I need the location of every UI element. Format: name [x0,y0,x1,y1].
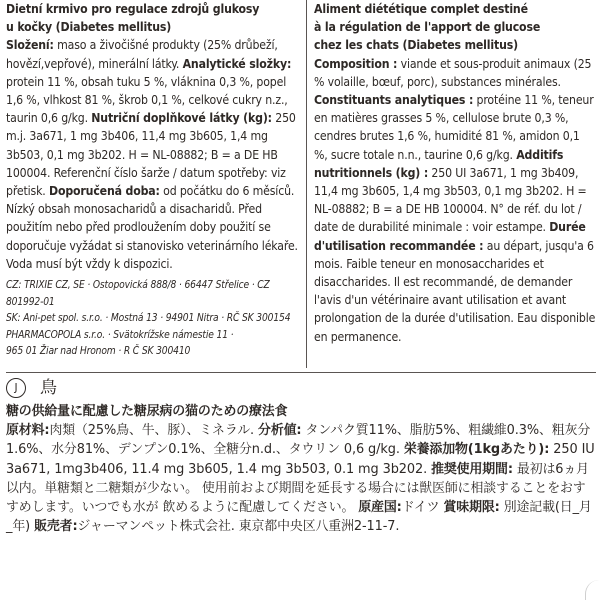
czech-title-line-1: Dietní krmivo pro regulace zdrojů glukosy [6,2,260,16]
czech-analytical-text: protein 11 %, obsah tuku 5 %, vláknina 0,3 %, popel 1,6 %, vlhkost 81 %, škrob 0,1 %, celkové cukry n.z., taurin 0,6 g/kg. [6,74,288,126]
column-divider [306,0,307,368]
japanese-analysis-label: 分析値: [258,423,302,439]
section-divider [6,372,596,373]
japanese-origin-text: ドイツ [401,500,440,516]
czech-duration-label: Doporučená doba: [48,184,160,199]
japanese-origin-label: 原産国: [358,500,402,516]
importer-list [6,278,302,361]
french-body [314,55,596,346]
japanese-additives-label: 栄養添加物(1kgあたり): [403,442,550,458]
czech-additives-label: Nutriční doplňkové látky (kg): [91,111,272,126]
french-analytical-text: protéine 11 %, teneur en matières grasses 5 %, cellulose brute 0,3 %, cendres brutes 1,6 %, humidité 81 %, amidon 0,1 %, sucre totale n.n., taurine 0,6 g/kg. [314,93,594,162]
french-text [314,0,596,346]
czech-duration-text: od počátku do 6 měsíců. Nízký obsah monosacharidů a disacharidů. Před použitím nebo před prodloužením doby použití se doporučuje vyžádat si stanovisko veterinárního lékaře. Voda musí být vždy k dispozici. [6,184,298,271]
japanese-expiry-text: 別途記載(日_月_年) [6,500,592,535]
french-composition-text: viande et sous-produit animaux (25 % volaille, bœuf, porc), substances minérales. [314,56,592,89]
japanese-expiry-label: 賞味期限: [443,500,500,516]
french-title-line-2: à la régulation de l'apport de glucose [314,20,541,35]
importer-line: PHARMACOPOLA s.r.o. · Svätokrížske námestie 11 · [6,329,234,341]
importer-line: 965 01 Žiar nad Hronom · R Č SK 300410 [6,346,191,358]
japanese-additives-text: 250 IU 3a671, 1mg3b406, 11.4 mg 3b605, 1.4 mg 3b503, 0.1 mg 3b202. [6,442,595,477]
package-edge [585,580,600,600]
japanese-heading-row [6,376,596,400]
japanese-heading: 鳥 [40,378,57,398]
french-additives-label: Additifs nutritionnels (kg) : [314,147,564,180]
czech-title [6,0,302,36]
french-duration-label: Durée d'utilisation recommandée : [314,220,586,253]
french-composition-label: Composition : [314,56,398,71]
czech-composition-label: Složení: [6,38,54,53]
czech-title-line-2: u kočky (Diabetes mellitus) [6,20,172,35]
japanese-section [6,376,596,536]
importer-line: SK: Ani-pet spol. s.r.o. · Mostná 13 · 94901 Nitra · RČ SK 300154 [6,313,291,325]
french-section [314,0,596,346]
czech-body [6,36,302,273]
japanese-period-label: 推奨使用期間: [431,461,513,477]
czech-section [6,0,302,361]
czech-analytical-label: Analytické složky: [182,56,292,71]
japanese-raw-text: 肉類（25%鳥、牛、豚）、ミネラル. [49,423,255,439]
french-analytical-label: Constituants analytiques : [314,93,474,108]
language-badge: J [6,378,26,398]
japanese-raw-label: 原材料: [6,423,50,439]
japanese-period-text: 最初は6ヵ月以内。単糖類と二糖類が少ない。 使用前および期間を延長する場合には獣医師に相談することをおすすめします。いつでも水が 飲めるように配慮してください。 [6,461,589,516]
czech-text [6,0,302,361]
french-title [314,0,596,55]
czech-additives-text: 250 m.j. 3a671, 1 mg 3b406, 11,4 mg 3b605, 1,4 mg 3b503, 0,1 mg 3b202. H = NL-08882; B = a DE HB 100004. Referenční číslo šarže / datum spotřeby: viz přetisk. [6,111,296,199]
french-title-line-3: chez les chats (Diabetes mellitus) [314,38,518,53]
french-additives-text: 250 UI 3a671, 1 mg 3b409, 11,4 mg 3b605, 1,4 mg 3b503, 0,1 mg 3b202. H = NL-08882; B = a DE HB 100004. N° de réf. du lot / date de durabilité minimale : voir estampe. [314,165,587,235]
importer-line: CZ: TRIXIE CZ, SE · Ostopovická 888/8 · 66447 Střelice · CZ 801992-01 [6,280,270,308]
japanese-seller-text: ジャーマンペット株式会社. 東京都中央区八重洲2-11-7. [77,519,400,535]
french-duration-text: au départ, jusqu'a 6 mois. Faible teneur en monosaccharides et disaccharides. Il est recommandé, de demander l'avis d'un vétérinaire avant utilisation et avant prolongation de la durée d'utilisation. Eau disponible en permanence. [314,238,596,344]
japanese-body [6,421,596,536]
japanese-seller-label: 販売者: [34,519,78,535]
japanese-title: 糖の供給量に配慮した糖尿病の猫のための療法食 [6,404,288,419]
french-title-line-1: Aliment diététique complet destiné [314,2,528,16]
japanese-analysis-text: タンパク質11%、脂肪5%、粗繊維0.3%、粗灰分1.6%、水分81%、デンプン0.1%、全糖分n.d.、タウリン 0,6 g/kg. [6,423,591,458]
czech-composition-text: maso a živočišné produkty (25% drůbeží, hovězí,vepřové), minerální látky. [6,38,278,71]
